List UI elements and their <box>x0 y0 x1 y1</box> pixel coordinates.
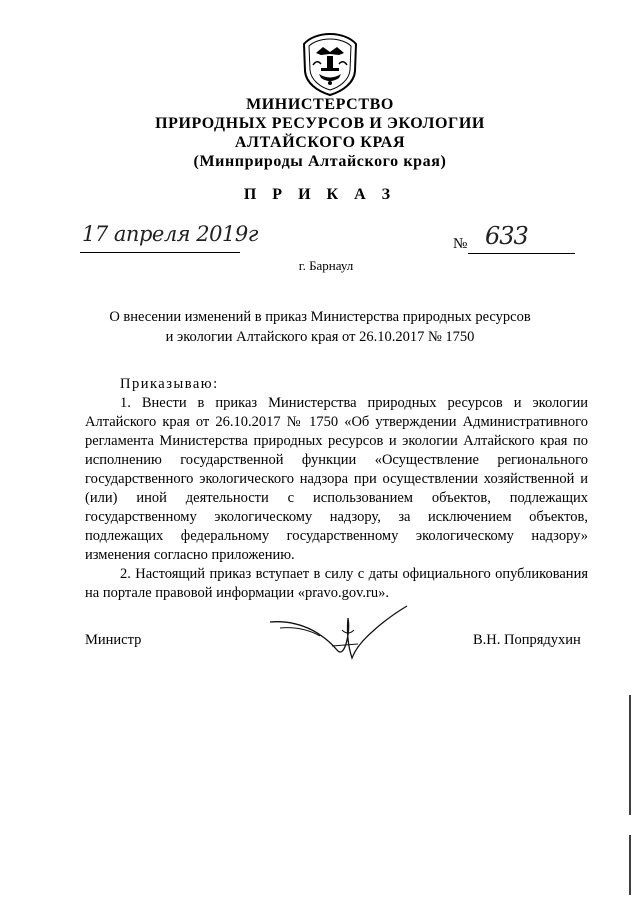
number-label: № <box>453 236 468 252</box>
order-title-line-2: и экологии Алтайского края от 26.10.2017 № 1750 <box>165 329 475 345</box>
handwritten-signature <box>262 600 412 670</box>
ministry-name-line-2: ПРИРОДНЫХ РЕСУРСОВ И ЭКОЛОГИИ <box>155 115 485 132</box>
scan-edge-mark <box>628 695 632 895</box>
ministry-name-line-3: АЛТАЙСКОГО КРАЯ <box>234 134 406 151</box>
order-title-line-1: О внесении изменений в приказ Министерства природных ресурсов <box>109 309 531 325</box>
paragraph-2: 2. Настоящий приказ вступает в силу с даты официального опубликования на портале правовой информации «pravo.gov.ru». <box>85 566 588 601</box>
ministry-name-line-1: МИНИСТЕРСТВО <box>246 96 394 113</box>
coat-of-arms-emblem <box>299 31 361 97</box>
handwritten-date: 17 апреля 2019г <box>82 222 258 246</box>
order-word: Приказываю: <box>120 376 219 392</box>
order-body <box>85 375 588 603</box>
document-type: П Р И К А З <box>243 186 397 203</box>
paragraph-1: 1. Внести в приказ Министерства природных ресурсов и экологии Алтайского края от 26.10.2017 № 1750 «Об утверждении Административного регламента Министерства природных ресурсов и экологии Алтайского края по исполнению государственной функции «Осуществление регионального государственного экологического надзора при осуществлении хозяйственной и (или) иной деятельности с использованием объектов, подлежащих государственному экологическому надзору, за исключением объектов, подлежащих федеральному государственному экологическому надзору» изменения согласно приложению. <box>85 395 588 563</box>
ministry-short-name: (Минприроды Алтайского края) <box>193 153 447 170</box>
city: г. Барнаул <box>298 258 354 273</box>
signatory-name: В.Н. Попрядухин <box>473 632 581 648</box>
signatory-title: Министр <box>85 632 142 648</box>
number-underline <box>468 253 575 254</box>
handwritten-number: 633 <box>485 222 528 250</box>
date-underline <box>80 252 240 253</box>
